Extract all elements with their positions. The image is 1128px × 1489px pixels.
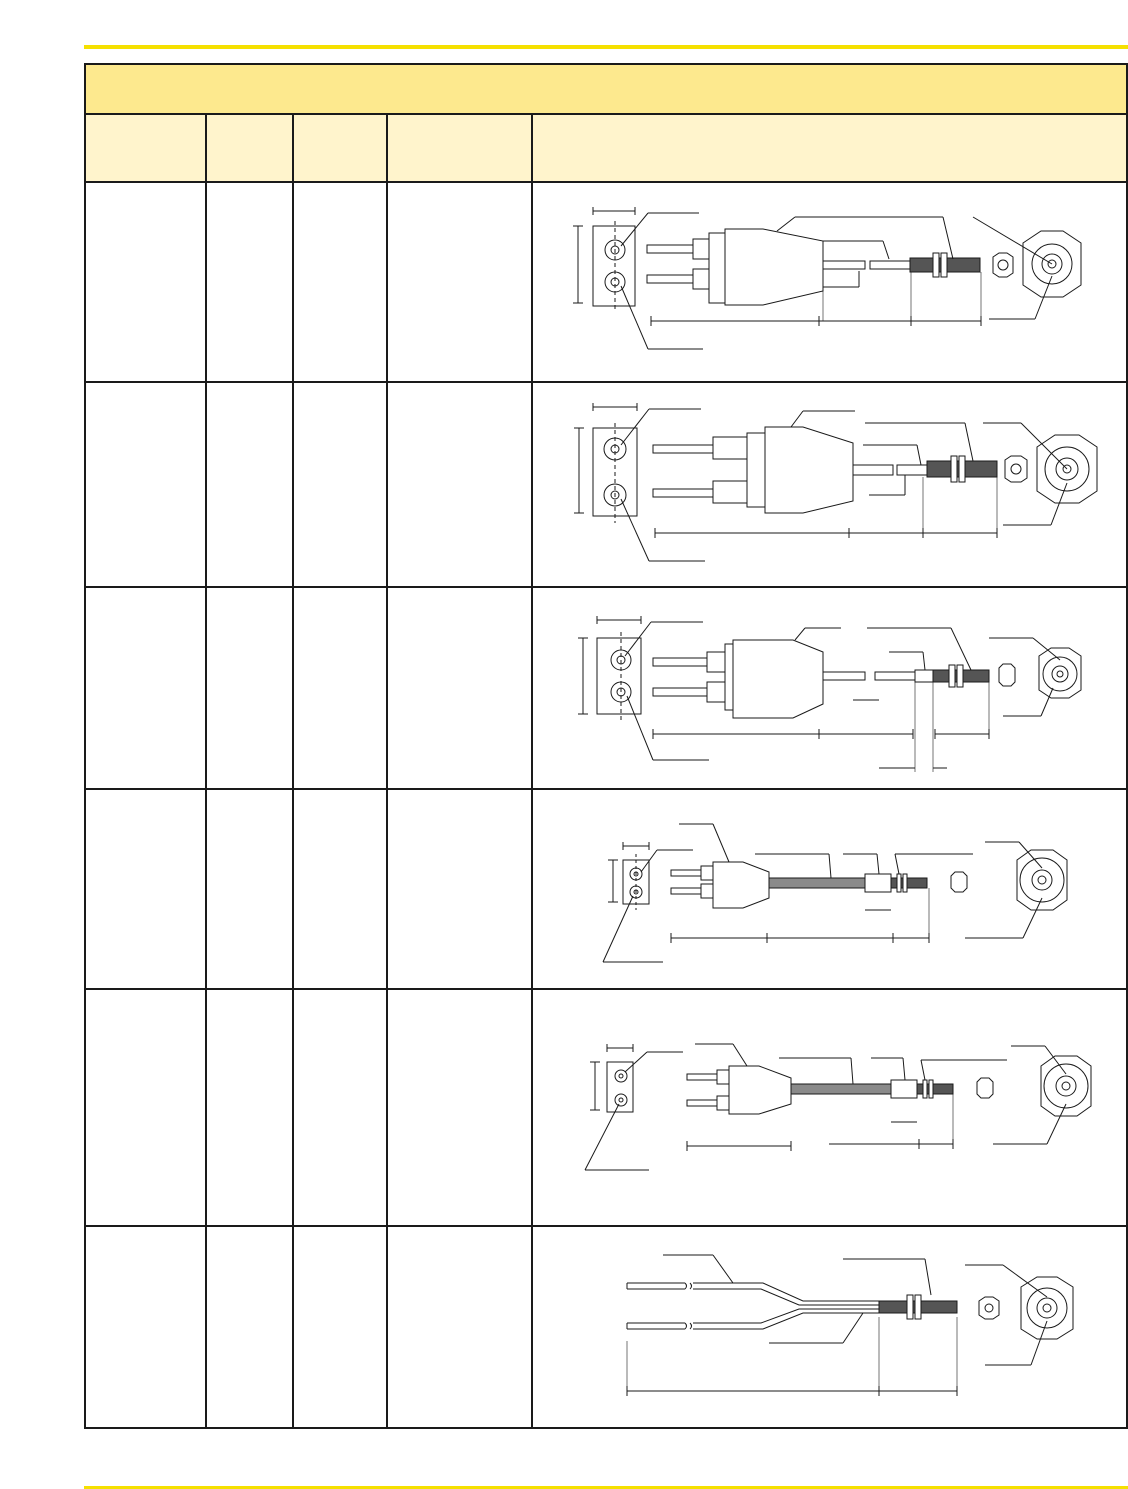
row-cell — [207, 1227, 292, 1427]
row-cell — [86, 990, 205, 1225]
row-cell — [207, 990, 292, 1225]
row-cell — [86, 588, 205, 788]
table-row — [86, 990, 1126, 1227]
row-cell — [388, 383, 531, 586]
probe-drawing — [533, 181, 1126, 381]
probe-drawing — [533, 383, 1126, 586]
row-cell — [388, 790, 531, 988]
row-cell — [207, 588, 292, 788]
row-cell — [86, 790, 205, 988]
column-header-3 — [294, 115, 388, 181]
column-header-drawing — [533, 115, 1126, 181]
probe-drawing — [533, 790, 1126, 988]
row-cell — [294, 383, 386, 586]
row-cell — [207, 181, 292, 381]
row-cell — [207, 383, 292, 586]
row-cell — [388, 1227, 531, 1427]
column-header-4 — [388, 115, 533, 181]
row-cell — [294, 1227, 386, 1427]
top-accent-rule — [84, 45, 1128, 49]
table-row — [86, 790, 1126, 990]
row-cell — [86, 383, 205, 586]
row-cell — [86, 1227, 205, 1427]
column-header-1 — [86, 115, 206, 181]
row-cell — [294, 790, 386, 988]
table-row — [86, 1227, 1126, 1427]
row-cell — [388, 588, 531, 788]
row-cell — [86, 181, 205, 381]
table-row — [86, 383, 1126, 588]
row-cell — [294, 181, 386, 381]
column-header-2 — [208, 115, 294, 181]
table-header-row — [86, 115, 1126, 183]
row-cell — [294, 588, 386, 788]
row-cell — [388, 990, 531, 1225]
table-title-band — [86, 65, 1126, 115]
probe-drawing — [533, 990, 1126, 1225]
row-cell — [207, 790, 292, 988]
probe-drawing — [533, 588, 1126, 788]
probe-drawing — [533, 1227, 1126, 1427]
fiber-optic-probe-table — [84, 63, 1128, 1429]
table-row — [86, 181, 1126, 383]
table-row — [86, 588, 1126, 790]
row-cell — [388, 181, 531, 381]
row-cell — [294, 990, 386, 1225]
